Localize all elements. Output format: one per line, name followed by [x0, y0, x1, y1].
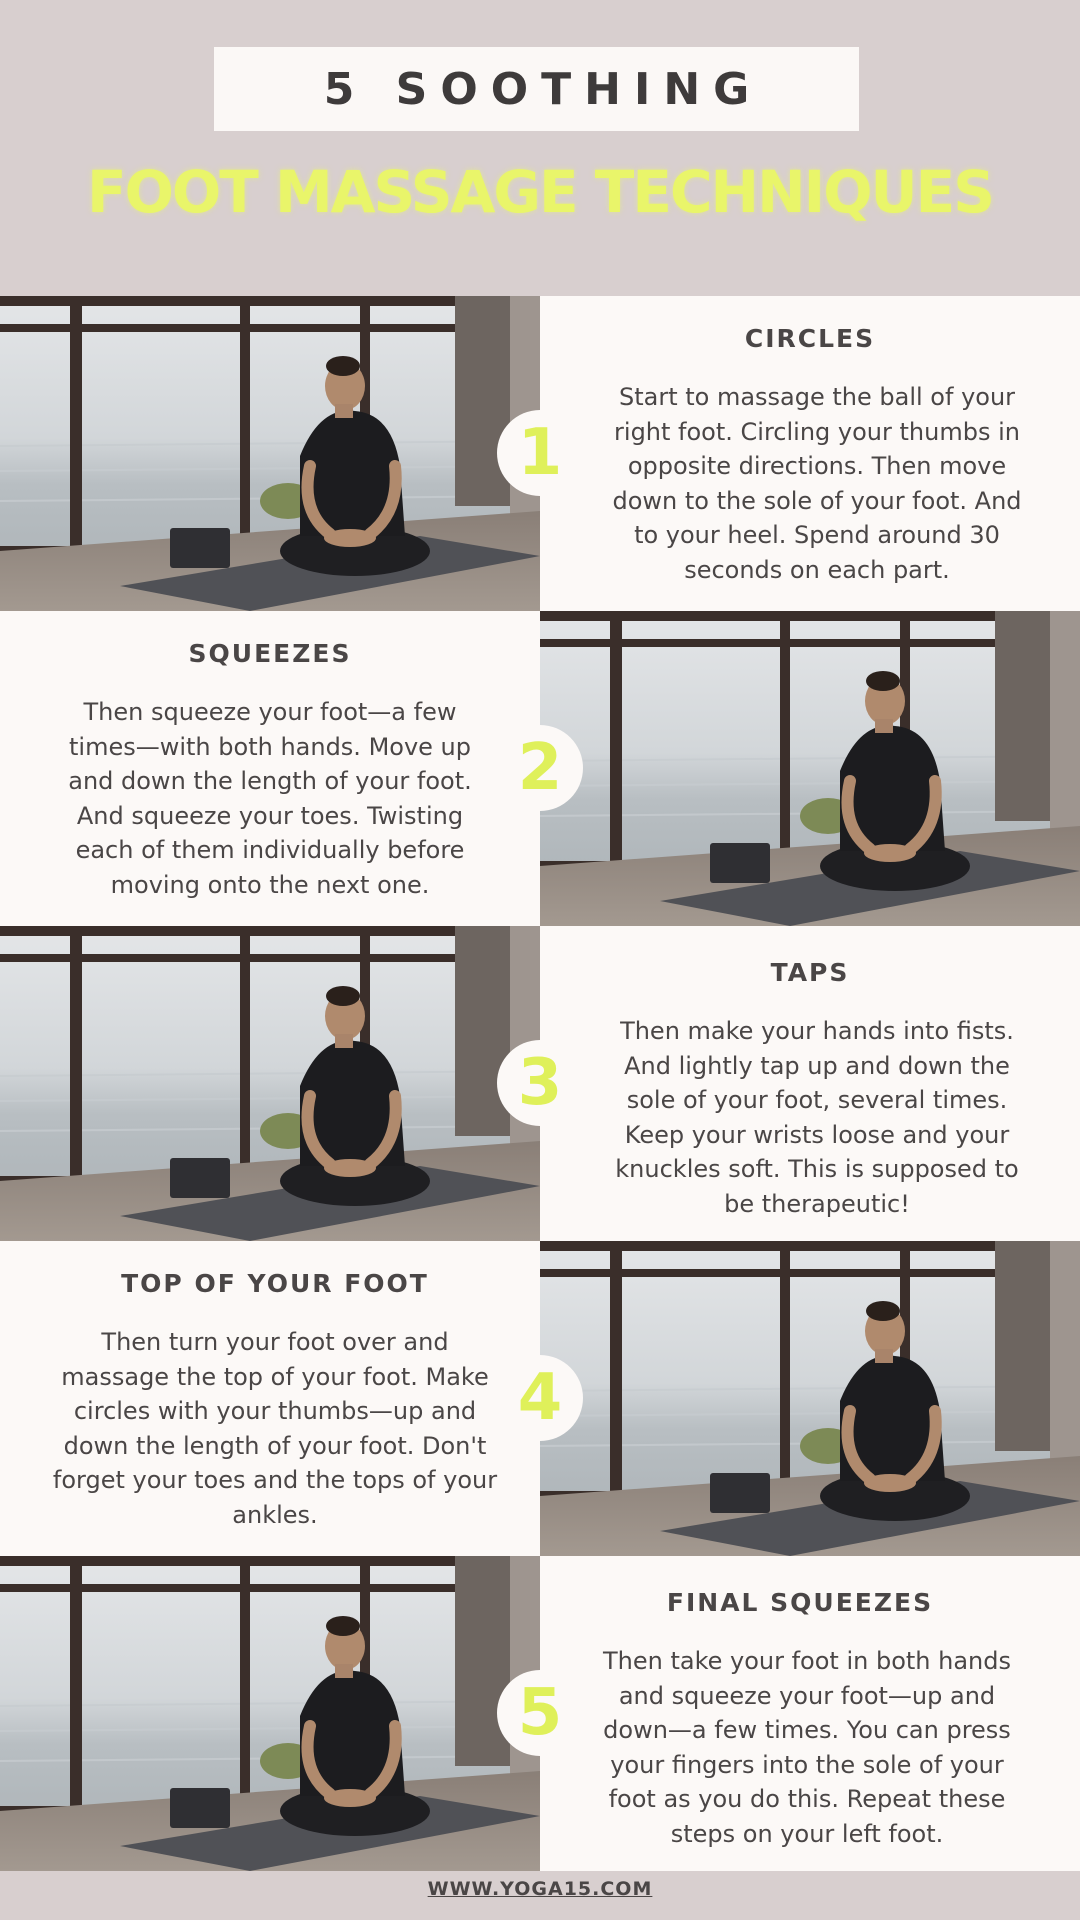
yoga-photo-image [0, 296, 540, 611]
title-banner [214, 47, 859, 131]
step-4-body: Then turn your foot over and massage the top of your foot. Make circles with your thumbs—up and down the length of your foot. Don't forget your toes and the tops of your ankles. [52, 1328, 498, 1529]
step-2-title: SQUEEZES [188, 639, 352, 668]
step-row-3 [0, 926, 1080, 1241]
step-1-body: Start to massage the ball of your right foot. Circling your thumbs in opposite directions. Then move down to the sole of your foot. And to your heel. Spend around 30 seconds on each part. [612, 383, 1022, 584]
yoga-photo-image [0, 926, 540, 1241]
yoga-photo-image [540, 1241, 1080, 1556]
step-1-photo [0, 296, 540, 611]
page-subtitle: FOOT MASSAGE TECHNIQUES [86, 158, 994, 226]
step-1-panel [540, 296, 1080, 611]
step-2-number-badge: 2 [497, 725, 583, 811]
step-1-number-badge: 1 [497, 410, 583, 496]
step-row-2 [0, 611, 1080, 926]
step-5-title: FINAL SQUEEZES [666, 1588, 934, 1617]
page-title: 5 SOOTHING [323, 63, 763, 115]
step-5-photo [0, 1556, 540, 1871]
step-3-panel [540, 926, 1080, 1241]
step-5-panel [540, 1556, 1080, 1871]
step-row-1 [0, 296, 1080, 611]
step-4-title: TOP OF YOUR FOOT [121, 1269, 429, 1298]
step-5-body: Then take your foot in both hands and squeeze your foot—up and down—a few times. You can press your fingers into the sole of your foot as you do this. Repeat these steps on your left foot. [602, 1647, 1012, 1848]
step-2-photo [540, 611, 1080, 926]
yoga-photo-image [0, 1556, 540, 1871]
step-5-number-badge: 5 [497, 1670, 583, 1756]
step-row-4 [0, 1241, 1080, 1556]
step-3-body: Then make your hands into fists. And lightly tap up and down the sole of your foot, several times. Keep your wrists loose and your knuckles soft. This is supposed to be therapeutic! [615, 1017, 1019, 1218]
step-3-photo [0, 926, 540, 1241]
step-4-number-badge: 4 [497, 1355, 583, 1441]
website-link[interactable]: WWW.YOGA15.COM [427, 1878, 653, 1900]
yoga-photo-image [540, 611, 1080, 926]
step-2-panel [0, 611, 540, 926]
step-3-title: TAPS [770, 958, 850, 987]
step-4-panel [0, 1241, 540, 1556]
step-4-photo [540, 1241, 1080, 1556]
step-2-body: Then squeeze your foot—a few times—with both hands. Move up and down the length of your foot. And squeeze your toes. Twisting each of them individually before moving onto the next one. [68, 698, 472, 899]
step-3-number-badge: 3 [497, 1040, 583, 1126]
step-row-5 [0, 1556, 1080, 1871]
step-1-title: CIRCLES [744, 324, 876, 353]
